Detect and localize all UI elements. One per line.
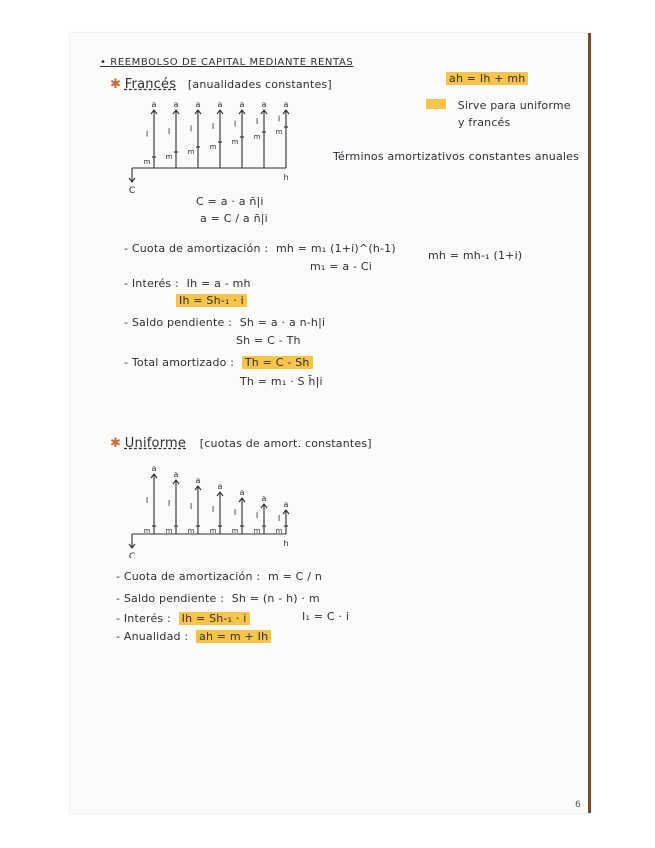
diagram-label-amortization: m [231,138,239,146]
diagram-label-annuity: a [217,482,223,491]
side-note-2: y francés [458,116,511,129]
page-title: • REEMBOLSO DE CAPITAL MEDIANTE RENTAS [100,57,354,68]
diagram-label-interest: I [145,496,149,505]
diagram-label-amortization: m [143,158,151,166]
frances-saldo-formula-2: Sh = C - Th [236,334,301,347]
star-icon: ✱ [110,436,122,451]
diagram-label-annuity: a [151,100,157,109]
diagram-label-annuity: a [151,464,157,473]
side-terms-note: Términos amortizativos constantes anuales [333,150,580,163]
uniforme-anualidad-row [116,630,271,643]
diagram-label-annuity: a [239,100,245,109]
uniforme-interes-row [116,612,250,625]
frances-cuota-label: - Cuota de amortización : [124,242,269,255]
page-number: 6 [575,800,581,810]
uniforme-cashflow-diagram [120,456,290,558]
frances-saldo-formula: Sh = a · a n-h|i [239,316,326,329]
star-icon: ✱ [110,77,122,92]
diagram-label-annuity: a [261,100,267,109]
diagram-label-annuity: a [261,494,267,503]
frances-interes-row [124,277,251,290]
diagram-label-amortization: m [165,527,173,535]
diagram-label-annuity: a [217,100,223,109]
diagram-label-annuity: a [195,476,201,485]
uniforme-cuota-label: - Cuota de amortización : [116,570,261,583]
diagram-label-amortization: m [165,153,173,161]
diagram-label-interest: I [255,511,259,520]
frances-total-row [124,356,313,369]
diagram-label-annuity: a [173,470,179,479]
uniforme-saldo-label: - Saldo pendiente : [116,592,225,605]
diagram-label-interest: I [277,514,281,523]
uniforme-heading: Uniforme [124,436,187,451]
frances-formula-c: C = a · a n̄|i [196,195,264,208]
frances-heading: Francés [124,77,177,92]
side-note-1: Sirve para uniforme [457,99,571,112]
diagram-label-annuity: a [195,100,201,109]
frances-cuota-m1: m₁ = a - Ci [310,260,372,273]
frances-total-label: - Total amortizado : [124,356,235,369]
diagram-label-interest: I [233,119,237,129]
uniforme-heading-row [110,436,372,451]
frances-subtitle: [anualidades constantes] [187,78,332,91]
uniforme-anualidad-label: - Anualidad : [116,630,189,643]
diagram-label-interest: I [277,114,281,124]
diagram-label-interest: I [189,124,193,134]
diagram-label-annuity: a [173,100,179,109]
highlight-swatch [426,99,446,109]
diagram-label-amortization: m [187,527,195,535]
side-formula-highlight: ah = Ih + mh [446,72,528,85]
uniforme-anualidad-highlight: ah = m + Ih [196,630,271,643]
diagram-label-amortization: m [187,148,195,156]
diagram-label-period: h [283,539,289,548]
frances-interes-highlight: Ih = Sh-₁ · i [176,294,247,307]
diagram-label-amortization: m [209,527,217,535]
diagram-label-capital: C [128,186,136,194]
uniforme-interes-highlight: Ih = Sh-₁ · i [179,612,250,625]
diagram-label-amortization: m [209,143,217,151]
uniforme-subtitle: [cuotas de amort. constantes] [199,437,372,450]
uniforme-interes-label: - Interés : [116,612,171,625]
diagram-label-annuity: a [283,100,289,109]
frances-cashflow-diagram [120,98,310,194]
frances-saldo-row [124,316,325,329]
frances-formula-a: a = C / a n̄|i [200,212,268,225]
diagram-label-amortization: m [253,527,261,535]
diagram-label-annuity: a [283,500,289,509]
diagram-label-annuity: a [239,488,245,497]
frances-interes-label: - Interés : [124,277,179,290]
diagram-label-interest: I [145,129,149,139]
uniforme-saldo-row [116,592,320,605]
frances-saldo-label: - Saldo pendiente : [124,316,233,329]
frances-interes-formula: Ih = a - mh [186,277,251,290]
diagram-label-interest: I [211,505,215,514]
diagram-label-amortization: m [275,527,283,535]
diagram-label-interest: I [233,508,237,517]
frances-total-highlight: Th = C - Sh [242,356,313,369]
frances-cuota-formula: mh = m₁ (1+i)^(h-1) [275,242,396,255]
diagram-label-amortization: m [253,133,261,141]
diagram-label-interest: I [211,122,215,131]
diagram-label-interest: I [255,117,259,126]
diagram-label-amortization: m [143,527,151,535]
frances-cuota-alt: mh = mh-₁ (1+i) [428,249,523,262]
frances-heading-row [110,77,332,92]
uniforme-saldo-formula: Sh = (n - h) · m [231,592,320,605]
uniforme-cuota-row [116,570,322,583]
diagram-label-interest: I [189,502,193,511]
diagram-label-capital: C [128,552,136,558]
diagram-label-interest: I [167,499,171,508]
diagram-label-amortization: m [275,128,283,136]
frances-cuota-row [124,242,396,255]
side-note-row [426,99,571,112]
uniforme-cuota-formula: m = C / n [267,570,323,583]
uniforme-i1-formula: I₁ = C · i [302,610,350,623]
frances-total-formula-2: Th = m₁ · S h̄|i [240,375,323,388]
diagram-label-amortization: m [231,527,239,535]
diagram-label-period: h [283,173,289,182]
diagram-label-interest: I [167,127,171,136]
